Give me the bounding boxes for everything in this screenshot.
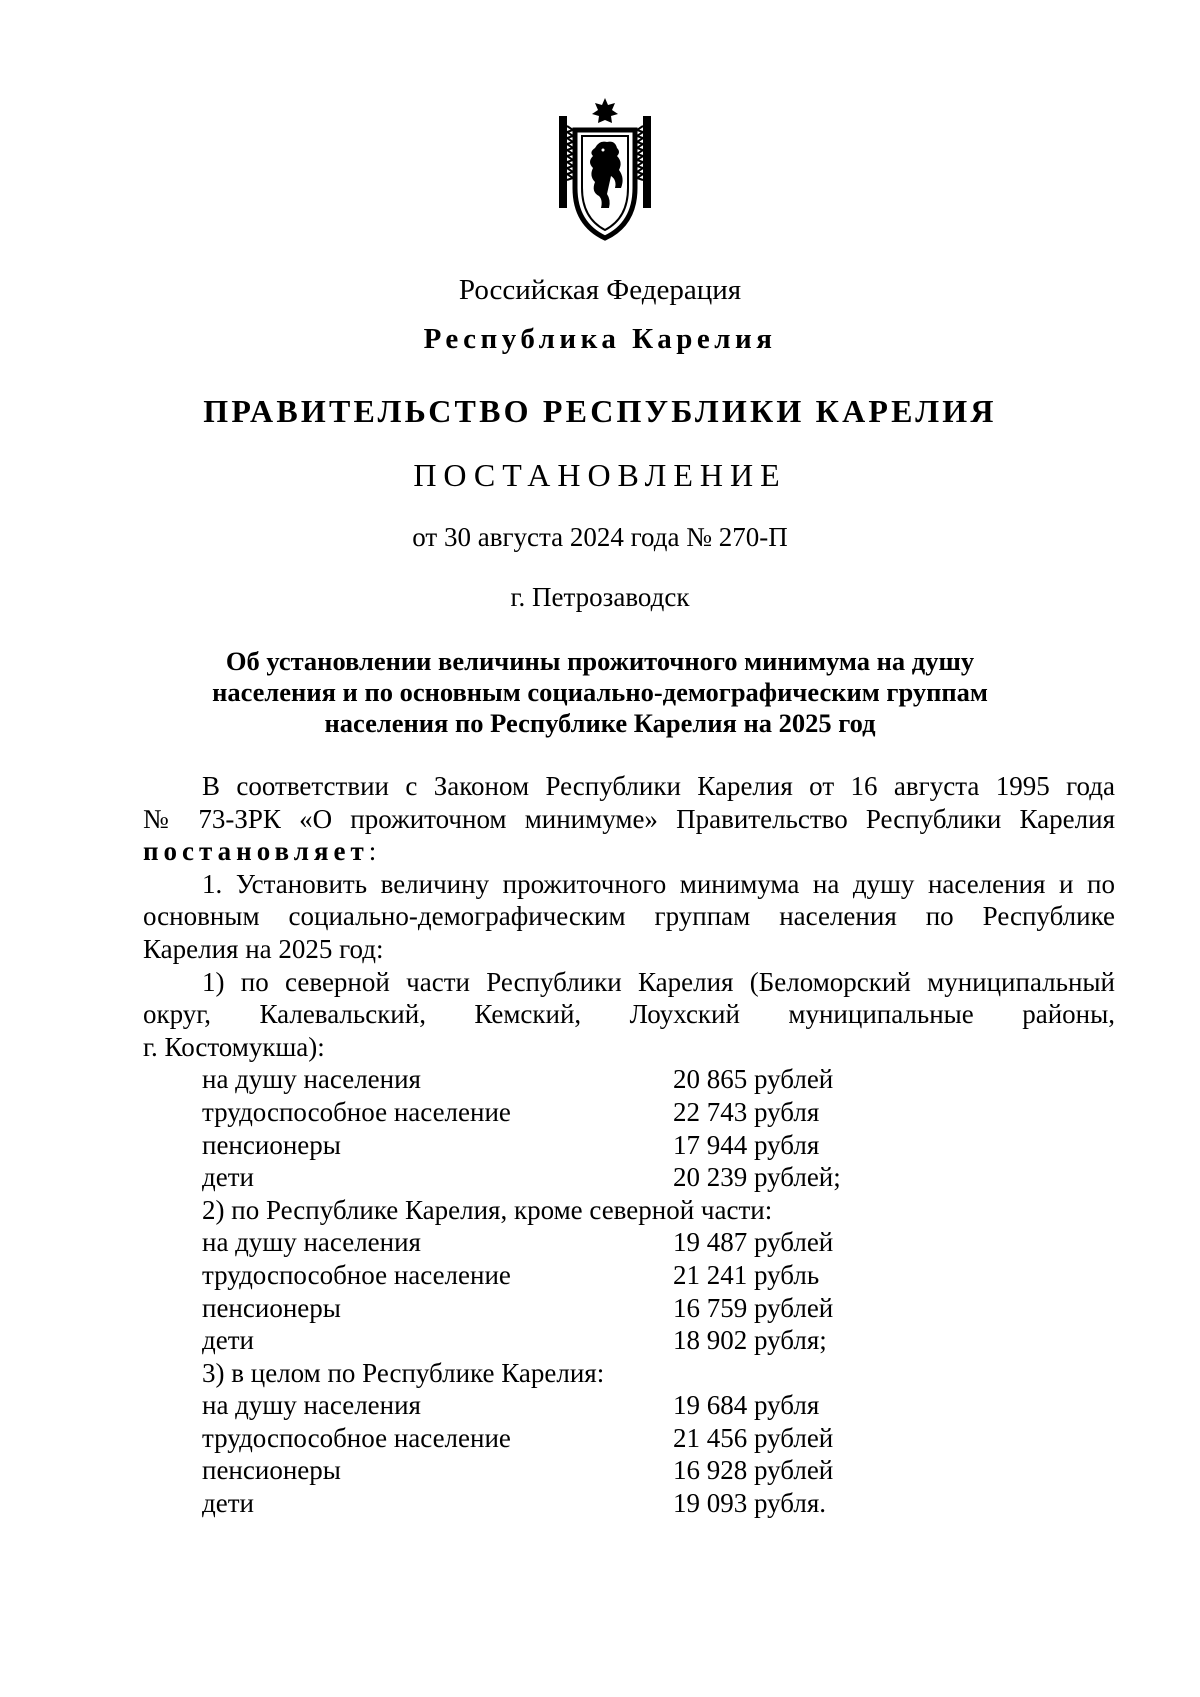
document-type: ПОСТАНОВЛЕНИЕ <box>413 457 787 493</box>
row-value: 18 902 рубля; <box>673 1325 827 1356</box>
row-value: 19 093 рубля. <box>673 1488 826 1519</box>
value-row <box>143 1259 1115 1292</box>
document-title <box>0 646 1200 739</box>
republic-name: Республика Карелия <box>423 323 777 355</box>
row-label: пенсионеры <box>202 1129 341 1160</box>
row-value: 21 456 рублей <box>673 1422 834 1453</box>
item1-line: Карелия на 2025 год: <box>143 933 384 964</box>
title-line: населения по Республике Карелия на 2025 год <box>324 708 876 738</box>
row-value: 22 743 рубля <box>673 1096 820 1127</box>
row-label: пенсионеры <box>202 1292 341 1323</box>
value-row <box>143 1422 1115 1455</box>
row-label: дети <box>202 1325 254 1356</box>
preamble-line: В соответствии с Законом Республики Карелия от 16 августа 1995 года <box>202 771 1115 801</box>
row-value: 16 928 рублей <box>673 1455 834 1486</box>
row-label: на душу населения <box>202 1390 421 1421</box>
document-city: г. Петрозаводск <box>510 582 690 612</box>
row-value: 21 241 рубль <box>673 1259 820 1290</box>
row-label: на душу населения <box>202 1064 421 1095</box>
value-row <box>143 1324 1115 1357</box>
value-row <box>143 1454 1115 1487</box>
north-heading-line: г. Костомукша): <box>143 1031 325 1062</box>
north-heading-line: 1) по северной части Республики Карелия (Беломорский муниципальный <box>202 966 1115 997</box>
row-value: 16 759 рублей <box>673 1292 834 1323</box>
north-heading-line: округ, Калевальский, Кемский, Лоухский муниципальные районы, <box>143 999 1115 1030</box>
preamble-line: № 73-ЗРК «О прожиточном минимуме» Правительство Республики Карелия <box>143 803 1115 834</box>
value-row <box>143 1487 1115 1520</box>
item1-line: 1. Установить величину прожиточного минимума на душу населения и по <box>202 868 1115 899</box>
row-label: трудоспособное население <box>202 1259 511 1290</box>
resolves-line <box>143 835 1115 868</box>
document-date-number: от 30 августа 2024 года № 270-П <box>412 522 788 552</box>
row-label: дети <box>202 1162 254 1193</box>
row-value: 19 684 рубля <box>673 1390 820 1421</box>
row-value: 19 487 рублей <box>673 1227 834 1258</box>
value-row <box>143 1096 1115 1129</box>
government-name: ПРАВИТЕЛЬСТВО РЕСПУБЛИКИ КАРЕЛИЯ <box>203 393 997 429</box>
country-name: Российская Федерация <box>458 274 742 306</box>
row-label: дети <box>202 1488 254 1519</box>
title-line: Об установлении величины прожиточного минимума на душу <box>225 646 975 676</box>
value-row <box>143 1226 1115 1259</box>
document-body <box>143 770 1115 1520</box>
row-value: 20 239 рублей; <box>673 1162 841 1193</box>
item1-line: основным социально-демографическим группам населения по Республике <box>143 901 1115 932</box>
karelia-coat-of-arms-icon <box>555 96 655 244</box>
other-heading-line: 2) по Республике Карелия, кроме северной части: <box>202 1194 773 1225</box>
whole-heading-line: 3) в целом по Республике Карелия: <box>202 1357 605 1388</box>
row-label: на душу населения <box>202 1227 421 1258</box>
value-row <box>143 1389 1115 1422</box>
resolves-colon: : <box>368 836 377 867</box>
row-label: трудоспособное население <box>202 1422 511 1453</box>
value-row <box>143 1161 1115 1194</box>
row-value: 17 944 рубля <box>673 1129 820 1160</box>
resolves-word: постановляет <box>143 836 369 867</box>
row-label: трудоспособное население <box>202 1096 511 1127</box>
value-row <box>143 1063 1115 1096</box>
value-row <box>143 1292 1115 1325</box>
title-line: населения и по основным социально-демографическим группам <box>212 677 988 707</box>
row-value: 20 865 рублей <box>673 1064 834 1095</box>
row-label: пенсионеры <box>202 1455 341 1486</box>
value-row <box>143 1129 1115 1162</box>
